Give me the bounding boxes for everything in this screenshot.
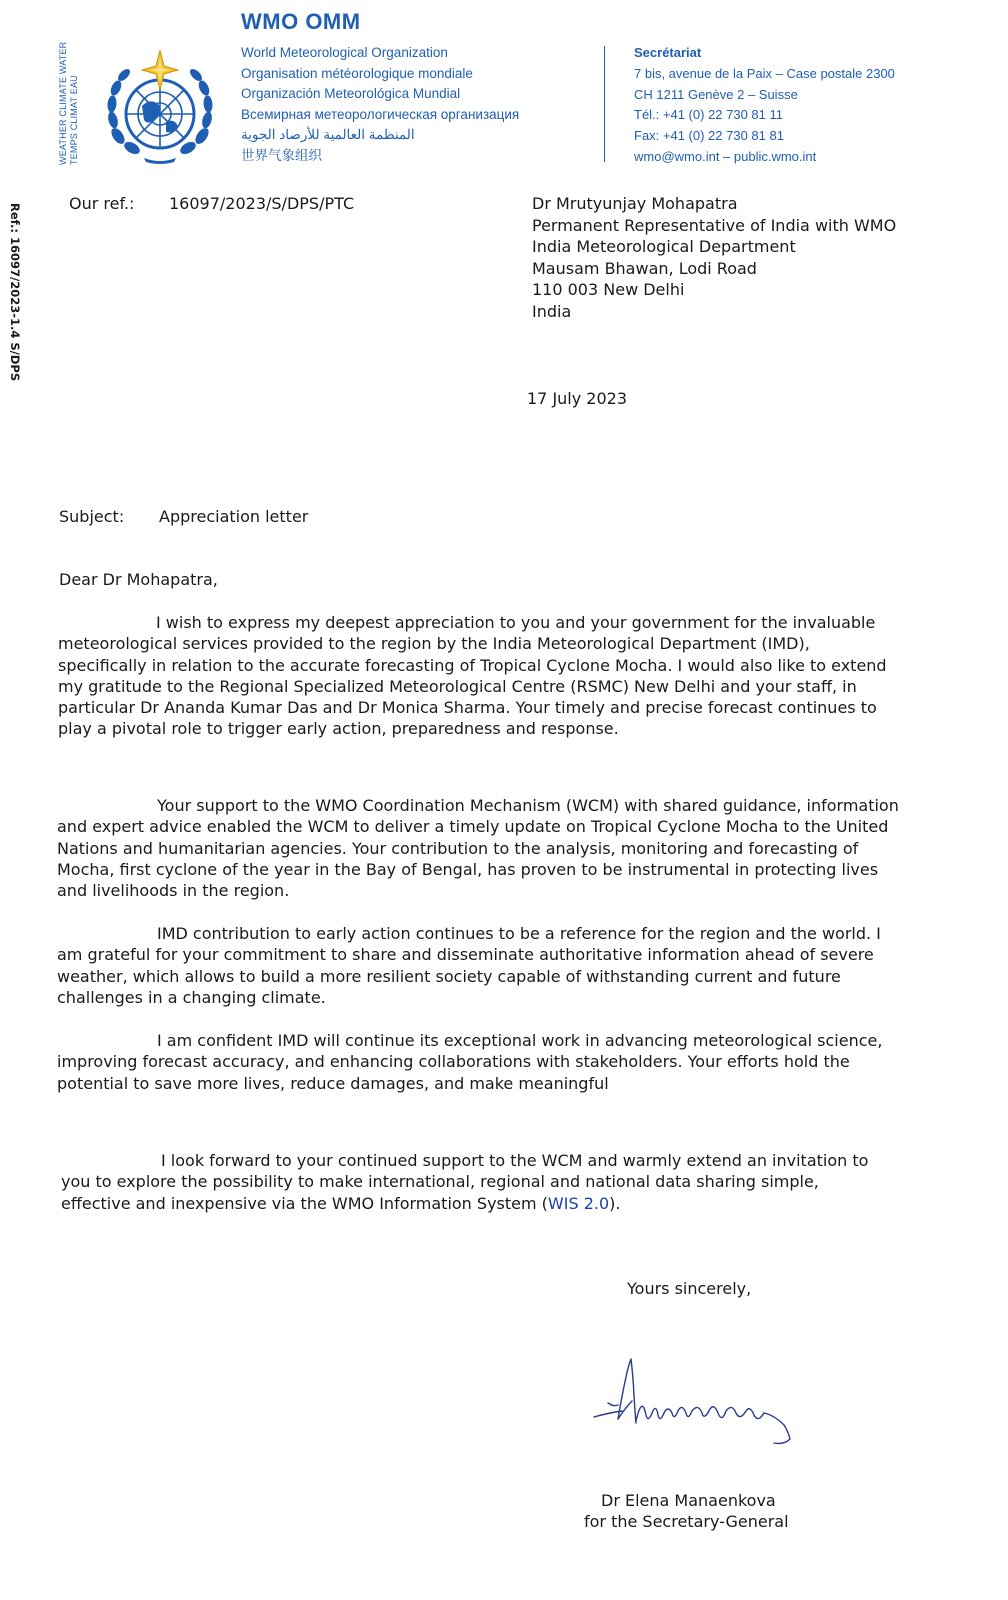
secretariat-address-1: 7 bis, avenue de la Paix – Case postale 2300 [634,65,895,81]
secretariat-title: Secrétariat [634,45,702,60]
paragraph-1: I wish to express my deepest appreciation to you and your government for the invaluable meteorological services provided to the region by the India Meteorological Department (IMD), specifically in relation to the accurate forecasting of Tropical Cyclone Mocha. I would also like to extend my gratitude to the Regional Specialized Meteorological Centre (RSMC) New Delhi and your staff, in particular Dr Ananda Kumar Das and Dr Monica Sharma. Your timely and precise forecast continues to play a pivotal role to trigger early action, preparedness and response. [58,613,887,739]
wmo-emblem-icon [104,48,216,166]
subject-label: Subject: [59,507,125,526]
org-name-es: Organización Meteorológica Mundial [241,86,461,101]
paragraph-5 [61,1150,891,1214]
org-names [241,43,519,166]
recipient-address [532,193,896,322]
side-reference-stamp: Ref.: 16097/2023-1.4 S/DPS [8,203,22,382]
secretariat-phone: Tél.: +41 (0) 22 730 81 11 [634,107,783,123]
vertical-tagline-en: WEATHER CLIMATE WATER [58,41,68,165]
brand-name: WMO OMM [241,9,361,34]
secretariat-address-2: CH 1211 Genève 2 – Suisse [634,86,798,102]
org-name-fr: Organisation météorologique mondiale [241,65,473,81]
secretariat-block [634,43,895,168]
signatory-name: Dr Elena Manaenkova [601,1491,776,1510]
secretariat-web[interactable]: wmo@wmo.int – public.wmo.int [634,148,817,164]
recipient-line-4: Mausam Bhawan, Lodi Road [532,258,757,278]
signatory-title: for the Secretary-General [584,1512,789,1531]
org-name-ru: Всемирная метеорологическая организация [241,106,520,122]
recipient-line-3: India Meteorological Department [532,237,796,256]
our-ref-label: Our ref.: [69,194,135,213]
paragraph-3: IMD contribution to early action continues to be a reference for the region and the world. I am grateful for your commitment to share and disseminate authoritative information ahead of severe weather, which allows to build a more resilient society capable of withstanding current and future challenges in a changing climate. [57,924,881,1007]
paragraph-5-text: I look forward to your continued support to the WCM and warmly extend an invitation to you to explore the possibility to make international, regional and national data sharing simple, effective and inexpensive via the WMO Information System ( [61,1151,869,1213]
closing: Yours sincerely, [627,1279,752,1298]
paragraph-5-tail: ). [609,1193,621,1213]
org-name-en: World Meteorological Organization [241,45,448,60]
signature-name: Manaenkova [803,1455,810,1456]
recipient-line-6: India [532,301,572,321]
wis-link[interactable]: WIS 2.0 [547,1193,610,1213]
org-name-ar: المنظمة العالمية للأرصاد الجوية [241,127,415,142]
paragraph-4: I am confident IMD will continue its exceptional work in advancing meteorological science, improving forecast accuracy, and enhancing collaborations with stakeholders. Your efforts hold the potential to save more lives, reduce damages, and make meaningful [57,1031,883,1093]
letter-date: 17 July 2023 [527,389,628,408]
recipient-line-1: Dr Mrutyunjay Mohapatra [532,194,738,213]
signature [588,1355,810,1456]
letterhead-divider [604,46,605,162]
recipient-line-2: Permanent Representative of India with WMO [532,215,897,235]
vertical-tagline [58,42,80,165]
secretariat-fax: Fax: +41 (0) 22 730 81 81 [634,128,784,144]
vertical-tagline-fr: TEMPS CLIMAT EAU [69,75,79,165]
paragraph-2: Your support to the WMO Coordination Mechanism (WCM) with shared guidance, information and expert advice enabled the WCM to deliver a timely update on Tropical Cyclone Mocha to the United Nations and humanitarian agencies. Your contribution to the analysis, monitoring and forecasting of Mocha, first cyclone of the year in the Bay of Bengal, has proven to be instrumental in protecting lives and livelihoods in the region. [57,796,899,901]
recipient-line-5: 110 003 New Delhi [532,280,685,299]
salutation: Dear Dr Mohapatra, [59,570,218,589]
our-ref-value: 16097/2023/S/DPS/PTC [169,194,355,213]
org-name-zh: 世界气象组织 [241,147,322,163]
subject-value: Appreciation letter [159,507,309,526]
